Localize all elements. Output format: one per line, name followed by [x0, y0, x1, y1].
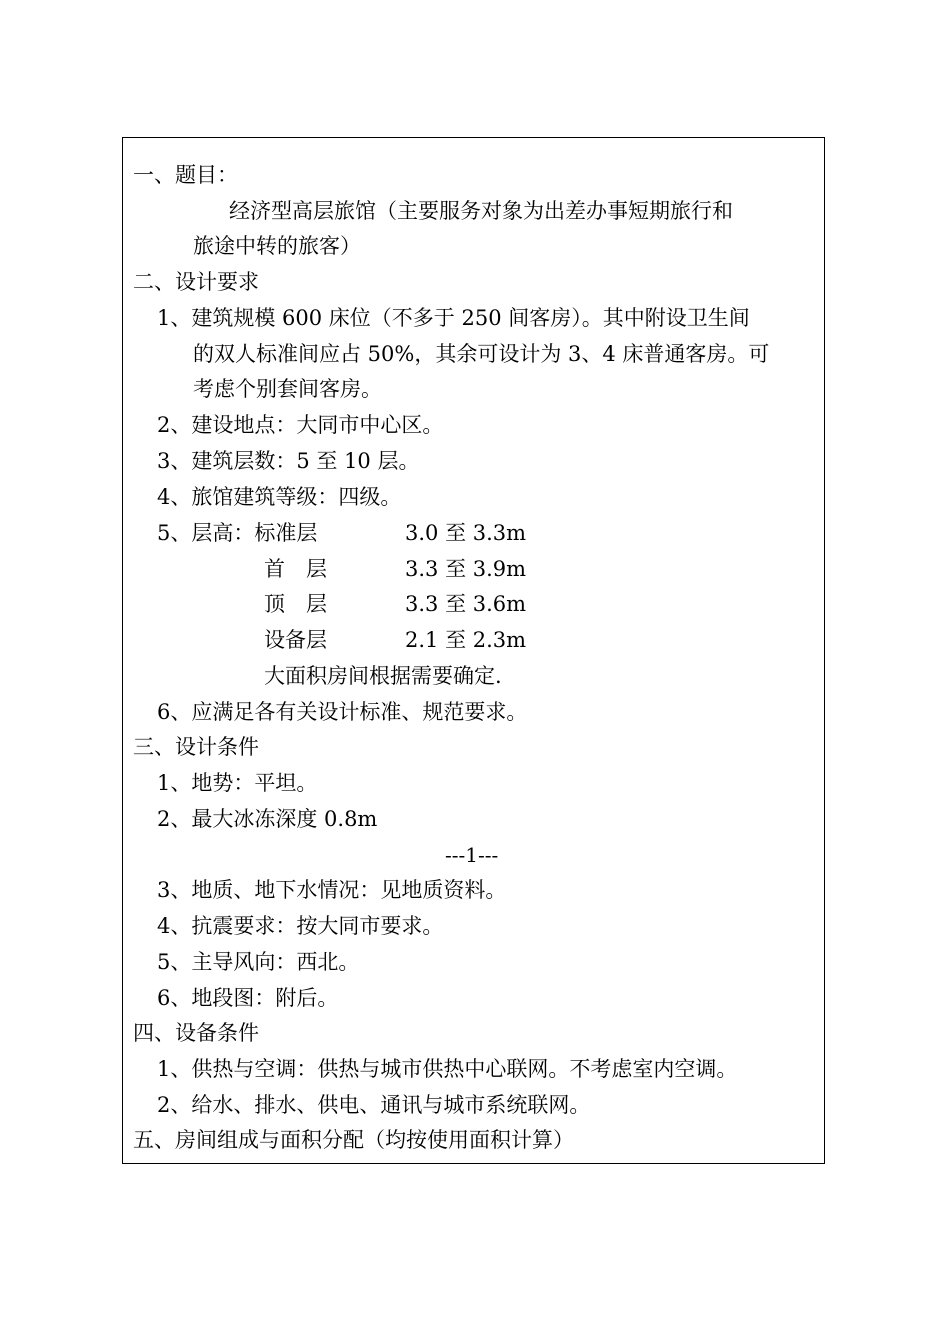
section-heading-design-conditions: 三、设计条件	[133, 735, 259, 759]
floor-height-first-value: 3.3 至 3.9m	[405, 557, 527, 581]
equipment-item-1: 1、供热与空调：供热与城市供热中心联网。不考虑室内空调。	[157, 1057, 738, 1081]
requirement-item-6: 6、应满足各有关设计标准、规范要求。	[157, 700, 528, 724]
floor-height-equipment-value: 2.1 至 2.3m	[405, 628, 527, 652]
condition-item-4: 4、抗震要求：按大同市要求。	[157, 914, 444, 938]
condition-item-2: 2、最大冰冻深度 0.8m	[157, 807, 378, 831]
floor-height-top-label: 顶 层	[264, 592, 327, 616]
condition-item-1: 1、地势：平坦。	[157, 771, 318, 795]
topic-text-line-2: 旅途中转的旅客）	[193, 234, 361, 258]
requirement-item-1-line-3: 考虑个别套间客房。	[193, 377, 382, 401]
requirement-item-3: 3、建筑层数：5 至 10 层。	[157, 449, 420, 473]
section-heading-design-requirements: 二、设计要求	[133, 270, 259, 294]
section-heading-topic: 一、题目：	[133, 163, 238, 187]
floor-height-top-value: 3.3 至 3.6m	[405, 592, 527, 616]
requirement-item-1-line-2: 的双人标准间应占 50%，其余可设计为 3、4 床普通客房。可	[193, 342, 770, 366]
floor-height-standard-label: 5、层高：标准层	[157, 521, 318, 545]
equipment-item-2: 2、给水、排水、供电、通讯与城市系统联网。	[157, 1093, 591, 1117]
requirement-item-4: 4、旅馆建筑等级：四级。	[157, 485, 402, 509]
condition-item-6: 6、地段图：附后。	[157, 986, 339, 1010]
floor-height-note: 大面积房间根据需要确定.	[264, 664, 502, 688]
requirement-item-2: 2、建设地点：大同市中心区。	[157, 413, 444, 437]
section-heading-equipment-conditions: 四、设备条件	[133, 1021, 259, 1045]
condition-item-3: 3、地质、地下水情况：见地质资料。	[157, 878, 507, 902]
floor-height-first-label: 首 层	[264, 557, 327, 581]
requirement-item-1-line-1: 1、建筑规模 600 床位（不多于 250 间客房）。其中附设卫生间	[157, 306, 750, 330]
floor-height-standard-value: 3.0 至 3.3m	[405, 521, 527, 545]
page-number: ---1---	[445, 843, 499, 867]
floor-height-equipment-label: 设备层	[264, 628, 327, 652]
section-heading-room-composition: 五、房间组成与面积分配（均按使用面积计算）	[133, 1128, 574, 1152]
topic-text-line-1: 经济型高层旅馆（主要服务对象为出差办事短期旅行和	[229, 199, 733, 223]
condition-item-5: 5、主导风向：西北。	[157, 950, 360, 974]
